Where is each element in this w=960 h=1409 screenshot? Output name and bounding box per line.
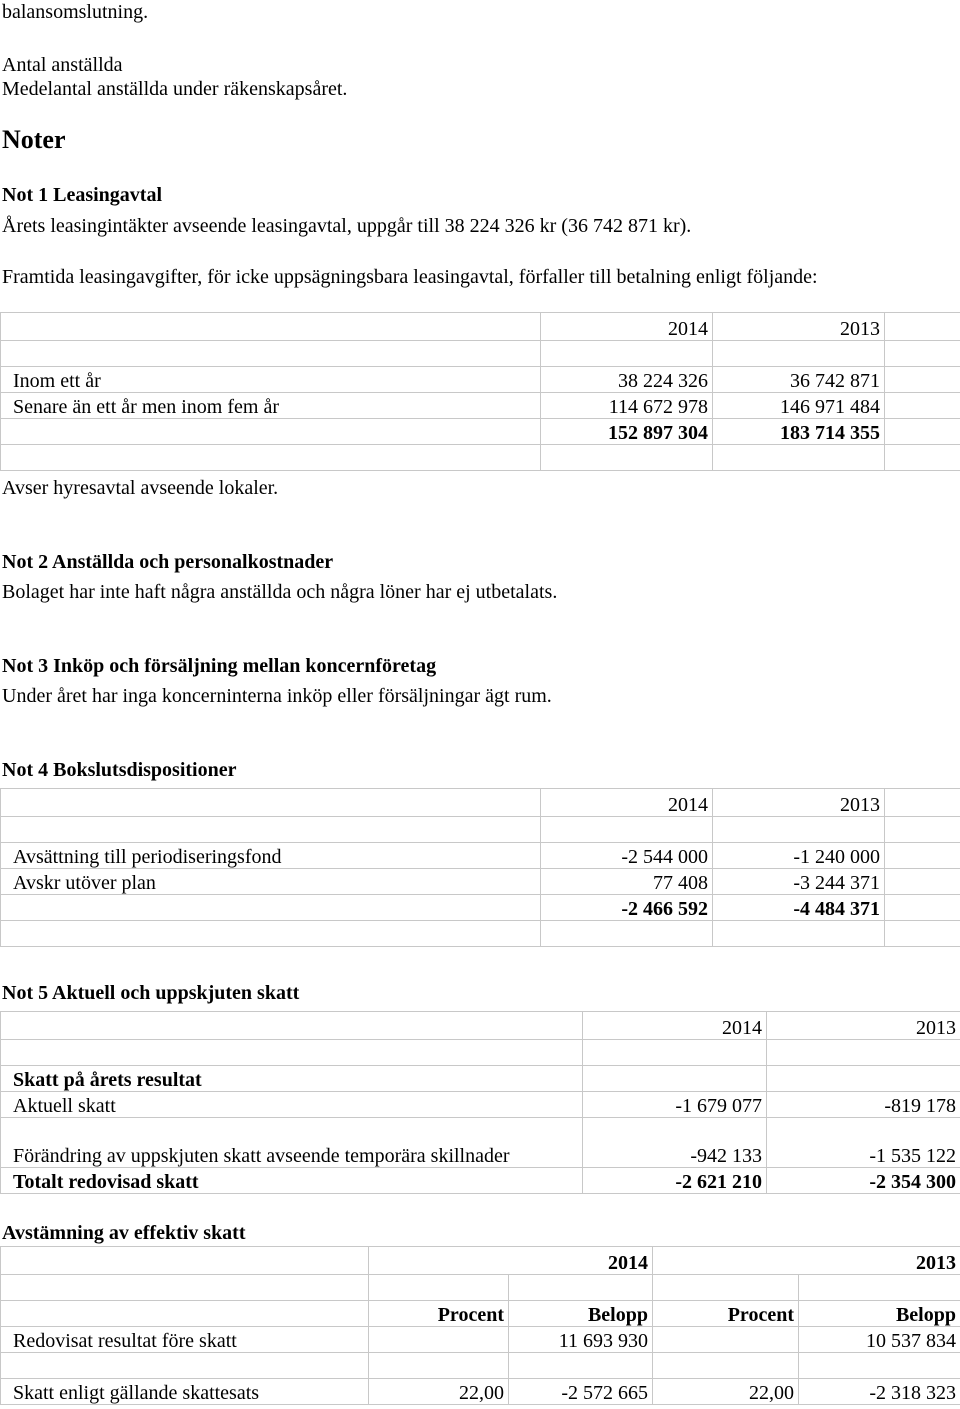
table-header-row [1, 1301, 960, 1327]
table-spacer-row [1, 445, 960, 471]
noter-heading: Noter [2, 125, 66, 154]
table-row [1, 1327, 960, 1353]
row-belopp-2014: -2 572 665 [509, 1379, 653, 1405]
col-2013: 2013 [713, 313, 885, 341]
table-spacer-row [1, 1040, 960, 1066]
not1-text2: Framtida leasingavgifter, för icke uppsägningsbara leasingavtal, förfaller till betalning enligt följande: [2, 266, 818, 288]
header-procent-2014: Procent [369, 1301, 509, 1327]
total-2014: -2 466 592 [541, 895, 713, 921]
table-row [1, 1379, 960, 1405]
section-label: Skatt på årets resultat [1, 1066, 583, 1092]
not4-title: Not 4 Bokslutsdispositioner [2, 759, 237, 781]
table-row [1, 393, 960, 419]
year-2013: 2013 [653, 1247, 960, 1275]
row-procent-2013: 22,00 [653, 1379, 799, 1405]
not3-title: Not 3 Inköp och försäljning mellan koncernföretag [2, 655, 437, 677]
row-belopp-2013: 10 537 834 [799, 1327, 960, 1353]
table-spacer-row [1, 817, 960, 843]
row-label: Redovisat resultat före skatt [1, 1327, 369, 1353]
table-spacer-row [1, 921, 960, 947]
row-belopp-2013: -2 318 323 [799, 1379, 960, 1405]
header-procent-2013: Procent [653, 1301, 799, 1327]
col-2013: 2013 [767, 1012, 960, 1040]
row-value-2014: 38 224 326 [541, 367, 713, 393]
row-label: Skatt enligt gällande skattesats [1, 1379, 369, 1405]
total-2013: -4 484 371 [713, 895, 885, 921]
row-value-2013: -1 535 122 [767, 1118, 960, 1168]
col-2014: 2014 [541, 789, 713, 817]
row-value-2014: -942 133 [583, 1118, 767, 1168]
row-value-2014: 77 408 [541, 869, 713, 895]
total-label: Totalt redovisad skatt [1, 1168, 583, 1194]
not4-table [0, 788, 960, 947]
row-label: Avskr utöver plan [1, 869, 541, 895]
table-header-row [1, 313, 960, 341]
row-value-2013: 36 742 871 [713, 367, 885, 393]
row-value-2014: -2 544 000 [541, 843, 713, 869]
row-value-2013: -1 240 000 [713, 843, 885, 869]
row-label: Avsättning till periodiseringsfond [1, 843, 541, 869]
total-2014: 152 897 304 [541, 419, 713, 445]
table-spacer-row [1, 1275, 960, 1301]
row-belopp-2014: 11 693 930 [509, 1327, 653, 1353]
table-row [1, 367, 960, 393]
row-value-2014: -1 679 077 [583, 1092, 767, 1118]
table-row [1, 869, 960, 895]
col-2013: 2013 [713, 789, 885, 817]
table-spacer-row [1, 341, 960, 367]
avstamning-table [0, 1246, 960, 1405]
table-header-row [1, 789, 960, 817]
not2-title: Not 2 Anställda och personalkostnader [2, 551, 334, 573]
row-procent-2014: 22,00 [369, 1379, 509, 1405]
row-label: Senare än ett år men inom fem år [1, 393, 541, 419]
not3-text: Under året har inga koncerninterna inköp eller försäljningar ägt rum. [2, 685, 552, 707]
col-2014: 2014 [541, 313, 713, 341]
row-value-2013: 146 971 484 [713, 393, 885, 419]
table-row [1, 1118, 960, 1168]
table-total-row [1, 895, 960, 921]
header-belopp-2013: Belopp [799, 1301, 960, 1327]
header-belopp-2014: Belopp [509, 1301, 653, 1327]
row-label: Inom ett år [1, 367, 541, 393]
not2-text: Bolaget har inte haft några anställda och några löner har ej utbetalats. [2, 581, 558, 603]
total-2013: 183 714 355 [713, 419, 885, 445]
table-total-row [1, 1168, 960, 1194]
not1-note: Avser hyresavtal avseende lokaler. [2, 477, 279, 499]
table-total-row [1, 419, 960, 445]
not1-text1: Årets leasingintäkter avseende leasingavtal, uppgår till 38 224 326 kr (36 742 871 kr). [2, 215, 692, 237]
table-header-row [1, 1012, 960, 1040]
antal-anstallda-title: Antal anställda [2, 54, 123, 76]
table-row [1, 1092, 960, 1118]
row-label: Förändring av uppskjuten skatt avseende temporära skillnader [1, 1118, 583, 1168]
col-2014: 2014 [583, 1012, 767, 1040]
total-2013: -2 354 300 [767, 1168, 960, 1194]
table-row [1, 843, 960, 869]
intro-line-top: balansomslutning. [2, 1, 149, 23]
row-label: Aktuell skatt [1, 1092, 583, 1118]
not5-title: Not 5 Aktuell och uppskjuten skatt [2, 982, 300, 1004]
antal-anstallda-text: Medelantal anställda under räkenskapsåret. [2, 78, 348, 100]
row-value-2014: 114 672 978 [541, 393, 713, 419]
row-value-2013: -819 178 [767, 1092, 960, 1118]
not1-table [0, 312, 960, 471]
table-spacer-row [1, 1353, 960, 1379]
table-section-row [1, 1066, 960, 1092]
not1-title: Not 1 Leasingavtal [2, 184, 162, 206]
year-2014: 2014 [369, 1247, 653, 1275]
not5-table [0, 1011, 960, 1194]
total-2014: -2 621 210 [583, 1168, 767, 1194]
row-value-2013: -3 244 371 [713, 869, 885, 895]
table-cell [1, 313, 541, 341]
table-cell [885, 313, 960, 341]
table-year-row [1, 1247, 960, 1275]
avstamning-title: Avstämning av effektiv skatt [2, 1222, 246, 1244]
